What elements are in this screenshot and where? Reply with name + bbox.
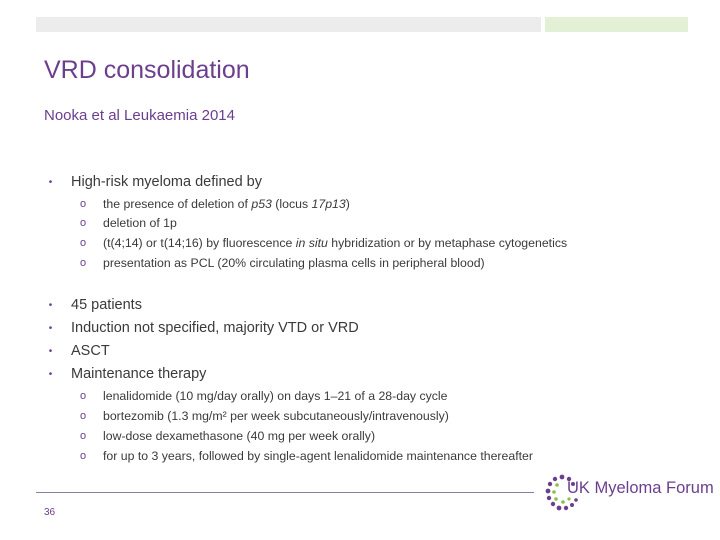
sub-bullet-item [80,447,533,465]
sub-bullet-item [80,234,567,252]
bullet-text: Induction not specified, majority VTD or VRD [71,320,359,336]
sub-bullet-text: deletion of 1p [103,216,177,230]
sub-bullet-item [80,214,177,232]
sub-bullet-marker: o [80,430,87,442]
bullet-marker: • [48,368,53,380]
bullet-marker: • [48,176,53,188]
bullet-marker: • [48,299,53,311]
sub-bullet-item [80,387,448,405]
bullet-marker: • [48,345,53,357]
sub-bullet-text: bortezomib (1.3 mg/m² per week subcutaneously/intravenously) [103,409,449,423]
bullet-text: Maintenance therapy [71,366,207,382]
sub-bullet-text: the presence of deletion of p53 (locus 17p13) [103,197,350,211]
sub-bullet-text: low-dose dexamethasone (40 mg per week orally) [103,429,376,443]
sub-bullet-marker: o [80,198,87,210]
bullet-marker: • [48,322,53,334]
top-bar-gray [36,17,541,32]
bullet-item [30,364,206,384]
sub-bullet-marker: o [80,450,87,462]
bullet-item [30,172,262,192]
logo-text: UK Myeloma Forum [567,479,714,497]
sub-bullet-marker: o [80,217,87,229]
uk-myeloma-forum-logo [542,471,714,515]
sub-bullet-text: for up to 3 years, followed by single-agent lenalidomide maintenance thereafter [103,449,533,463]
sub-bullet-item [80,407,449,425]
sub-bullet-text: (t(4;14) or t(14;16) by fluorescence in situ hybridization or by metaphase cytogenetics [103,236,568,250]
sub-bullet-item [80,195,350,213]
bullet-text: ASCT [71,343,110,359]
bullet-text: 45 patients [71,297,142,313]
sub-bullet-marker: o [80,257,87,269]
sub-bullet-text: lenalidomide (10 mg/day orally) on days 1–21 of a 28-day cycle [103,389,448,403]
bullet-item [30,318,359,338]
slide-title: VRD consolidation [44,56,250,84]
page-number: 36 [44,507,56,518]
sub-bullet-text: presentation as PCL (20% circulating plasma cells in peripheral blood) [103,256,485,270]
footer-divider [36,492,534,493]
sub-bullet-item [80,427,375,445]
sub-bullet-marker: o [80,410,87,422]
bullet-item [30,341,110,361]
sub-bullet-item [80,254,485,272]
sub-bullet-marker: o [80,390,87,402]
bullet-text: High-risk myeloma defined by [71,174,262,190]
slide-subtitle: Nooka et al Leukaemia 2014 [44,107,235,124]
sub-bullet-marker: o [80,237,87,249]
top-bar-green [545,17,688,32]
bullet-item [30,295,142,315]
